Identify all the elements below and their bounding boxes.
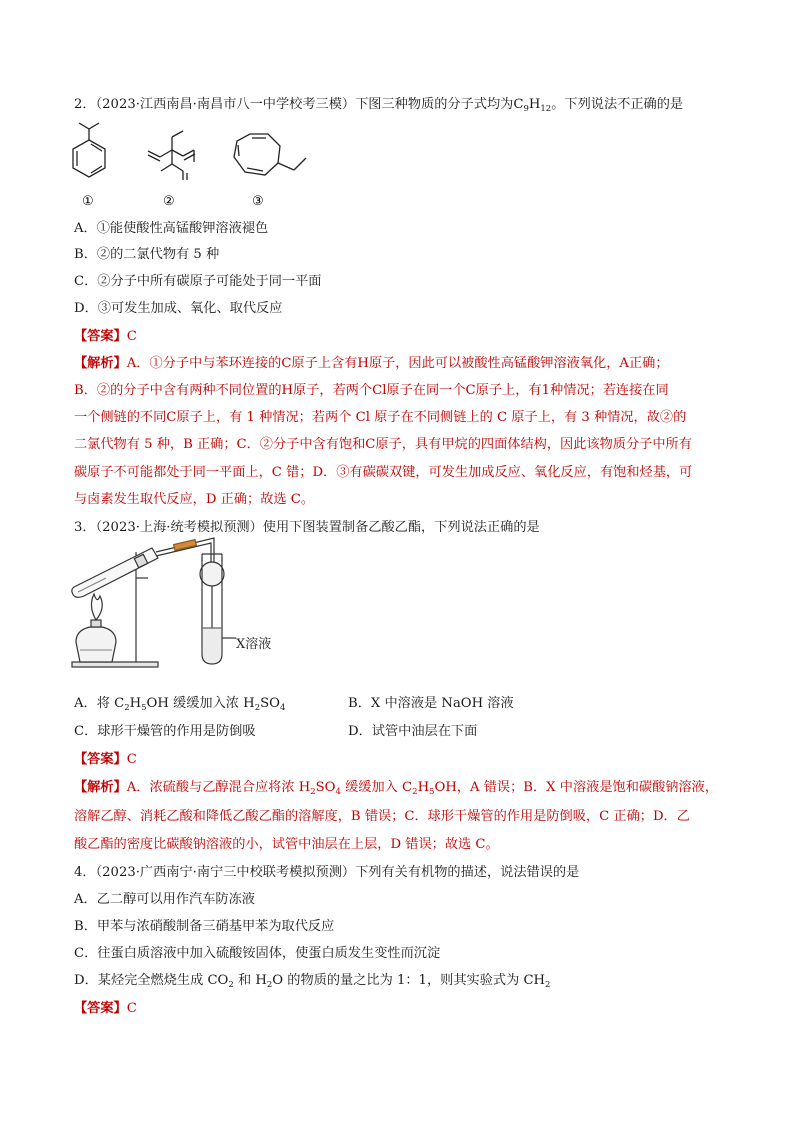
reaction-test-tube: [72, 548, 158, 597]
q2-stem: 2．（2023·江西南昌·南昌市八一中学校考三模）下图三种物质的分子式均为$C_9H_{12}$。下列说法不正确的是: [74, 97, 684, 114]
flame: [91, 594, 102, 620]
q2-answer: 【答案】C: [74, 329, 137, 344]
esterification-apparatus-figure: [66, 534, 306, 676]
q2-option-c: C．②分子中所有碳原子可能处于同一平面: [74, 274, 322, 289]
q2-analysis-line-5: 碳原子不可能都处于同一平面上，C 错；D．③有碳碳双键，可发生加成反应、氧化反应，有饱和烃基，可: [74, 465, 693, 480]
structure-2-trivinyl: [148, 131, 195, 180]
q4-option-a: A．乙二醇可以用作汽车防冻液: [74, 892, 255, 907]
stand-base: [72, 662, 158, 667]
q2-analysis-line-4: 二氯代物有 5 种，B 正确；C．②分子中含有饱和C原子，具有甲烷的四面体结构，因此该物质分子中所有: [74, 437, 692, 452]
q3-analysis-line-1: 【解析】A．浓硫酸与乙醇混合应将浓 $H_2SO_4$ 缓缓加入 $C_2H_5OH$，A 错误；B．X 中溶液是饱和碳酸钠溶液，: [74, 780, 719, 797]
q3-analysis-line-2: 溶解乙醇、消耗乙酸和降低乙酸乙酯的溶解度，B 错误；C．球形干燥管的作用是防倒吸，C 正确；D．乙: [74, 809, 690, 824]
q3-answer: 【答案】C: [74, 752, 137, 767]
q2-analysis-line-2: B．②的分子中含有两种不同位置的H原子，若两个Cl原子在同一个C原子上，有1种情况；若连接在同: [74, 383, 669, 398]
q2-analysis-line-6: 与卤素发生取代反应，D 正确；故选 C。: [74, 492, 315, 507]
q2-analysis-line-3: 一个侧链的不同C原子上，有 1 种情况；若两个 Cl 原子在不同侧链上的 C 原子上，有 3 种情况，故②的: [74, 410, 687, 425]
q4-option-d: D．某烃完全燃烧生成 $CO_2$ 和 $H_2O$ 的物质的量之比为 1：1，则其实验式为 $CH_2$: [74, 973, 551, 990]
q4-option-b: B．甲苯与浓硝酸制备三硝基甲苯为取代反应: [74, 919, 335, 934]
q3-option-b: B．X 中溶液是 NaOH 溶液: [348, 696, 514, 711]
q3-option-c: C．球形干燥管的作用是防倒吸: [74, 724, 256, 739]
q3-option-d: D．试管中油层在下面: [348, 724, 478, 739]
structure-label-2: ②: [163, 194, 175, 209]
q2-analysis-line-1: 【解析】A．①分子中与苯环连接的C原子上含有H原子，因此可以被酸性高锰酸钾溶液氧化，A正确；: [74, 356, 669, 371]
q2-structures-figure: [62, 120, 322, 212]
q3-stem: 3．（2023·上海·统考模拟预测）使用下图装置制备乙酸乙酯，下列说法正确的是: [74, 520, 540, 535]
structure-1-isopropylbenzene: [73, 123, 105, 177]
structure-label-1: ①: [82, 194, 94, 209]
q2-option-b: B．②的二氯代物有 5 种: [74, 247, 220, 262]
q3-option-a: A．将 $C_2H_5OH$ 缓缓加入浓 $H_2SO_4$: [74, 696, 286, 713]
spherical-drying-tube: [200, 562, 224, 586]
q4-stem: 4．（2023·广西南宁·南宁三中校联考模拟预测）下列有关有机物的描述，说法错误的是: [74, 865, 580, 880]
q4-answer: 【答案】C: [74, 1001, 137, 1016]
structure-label-3: ③: [252, 194, 264, 209]
structure-3-ethylcycloheptatriene: [234, 134, 306, 175]
alcohol-lamp: [76, 627, 116, 662]
q3-analysis-line-3: 酸乙酯的密度比碳酸钠溶液的小，试管中油层在上层，D 错误；故选 C。: [74, 837, 499, 852]
q2-option-d: D．③可发生加成、氧化、取代反应: [74, 301, 283, 316]
q4-option-c: C．往蛋白质溶液中加入硫酸铵固体，使蛋白质发生变性而沉淀: [74, 946, 441, 961]
apparatus-label-x-solution: X溶液: [236, 637, 272, 652]
q2-option-a: A．①能使酸性高锰酸钾溶液褪色: [74, 221, 269, 236]
